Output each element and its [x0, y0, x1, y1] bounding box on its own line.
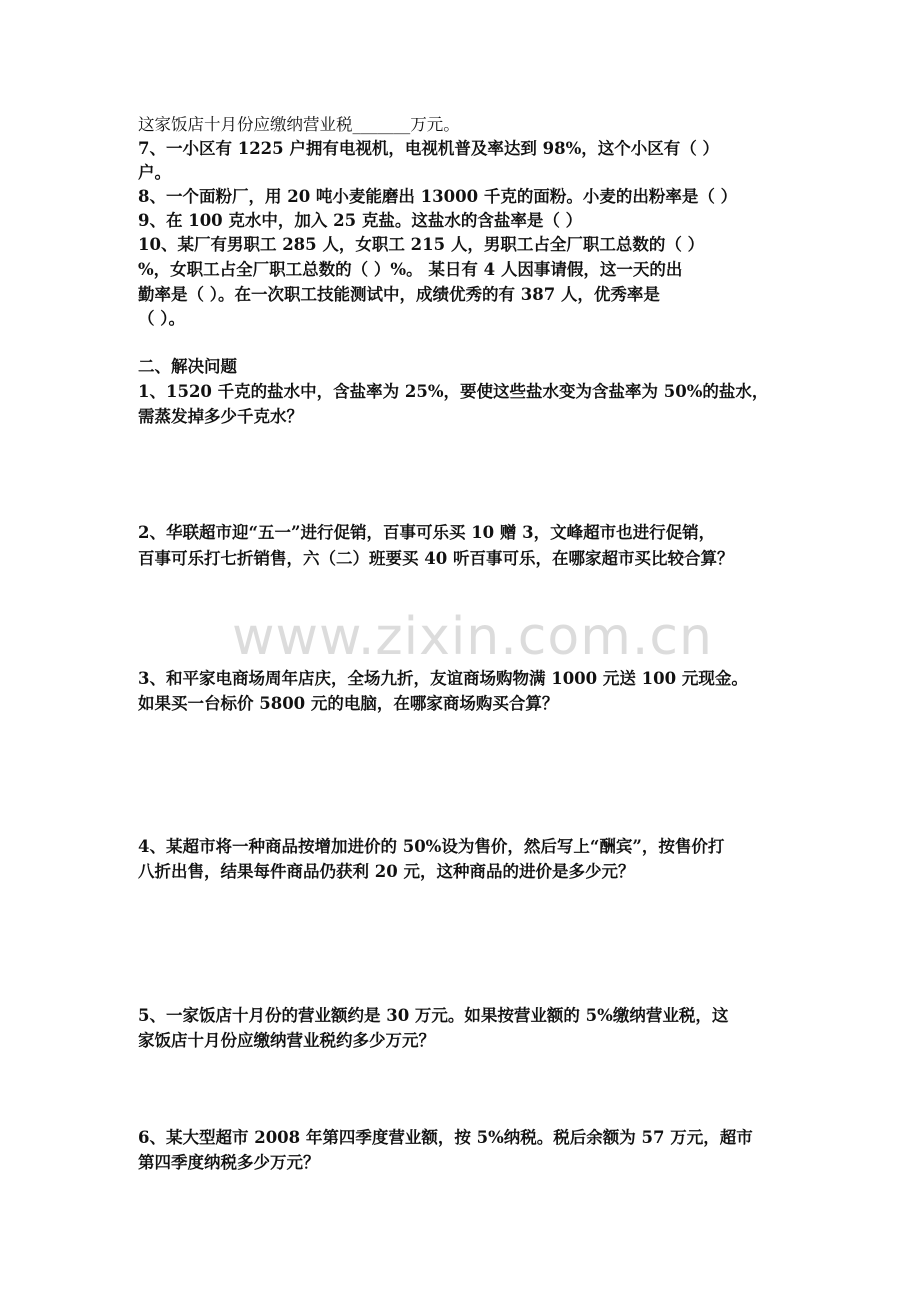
question-7-line-2: 户。 — [138, 163, 171, 182]
problem-5-line-1: 5、一家饭店十月份的营业额约是 30 万元。如果按营业额的 5%缴纳营业税，这 — [138, 1006, 729, 1025]
problem-2-line-1: 2、华联超市迎“五一”进行促销，百事可乐买 10 赠 3，文峰超市也进行促销， — [138, 523, 716, 542]
question-7-line-1: 7、一小区有 1225 户拥有电视机，电视机普及率达到 98%，这个小区有（ ） — [138, 139, 720, 158]
problem-4-line-2: 八折出售，结果每件商品仍获利 20 元，这种商品的进价是多少元？ — [138, 862, 635, 881]
problem-6-line-2: 第四季度纳税多少万元？ — [138, 1153, 320, 1172]
problem-1-line-2: 需蒸发掉多少千克水？ — [138, 407, 303, 426]
text-line-tax-blank: 这家饭店十月份应缴纳营业税_______万元。 — [138, 115, 460, 134]
question-10-line-3: 勤率是（ ）。在一次职工技能测试中，成绩优秀的有 387 人，优秀率是 — [138, 285, 660, 304]
watermark-text: www.zixin.com.cn — [232, 607, 713, 667]
question-10-line-4: （ ）。 — [138, 309, 185, 328]
question-8: 8、一个面粉厂，用 20 吨小麦能磨出 13000 千克的面粉。小麦的出粉率是（ ） — [138, 187, 738, 206]
problem-6-line-1: 6、某大型超市 2008 年第四季度营业额，按 5%纳税。税后余额为 57 万元，超市 — [138, 1128, 753, 1147]
question-10-line-1: 10、某厂有男职工 285 人，女职工 215 人，男职工占全厂职工总数的（ ） — [138, 235, 705, 254]
problem-3-line-1: 3、和平家电商场周年店庆，全场九折，友谊商场购物满 1000 元送 100 元现金。 — [138, 669, 748, 688]
problem-5-line-2: 家饭店十月份应缴纳营业税约多少万元？ — [138, 1031, 435, 1050]
problem-4-line-1: 4、某超市将一种商品按增加进价的 50%设为售价，然后写上“酬宾”，按售价打 — [138, 837, 725, 856]
question-9: 9、在 100 克水中，加入 25 克盐。这盐水的含盐率是（ ） — [138, 211, 583, 230]
question-10-line-2: %，女职工占全厂职工总数的（ ）%。 某日有 4 人因事请假，这一天的出 — [138, 260, 683, 279]
problem-1-line-1: 1、1520 千克的盐水中，含盐率为 25%，要使这些盐水变为含盐率为 50%的盐水， — [138, 382, 769, 401]
problem-2-line-2: 百事可乐打七折销售，六（二）班要买 40 听百事可乐，在哪家超市买比较合算？ — [138, 549, 734, 568]
section-title: 二、解决问题 — [138, 357, 237, 376]
problem-3-line-2: 如果买一台标价 5800 元的电脑，在哪家商场购买合算？ — [138, 694, 559, 713]
